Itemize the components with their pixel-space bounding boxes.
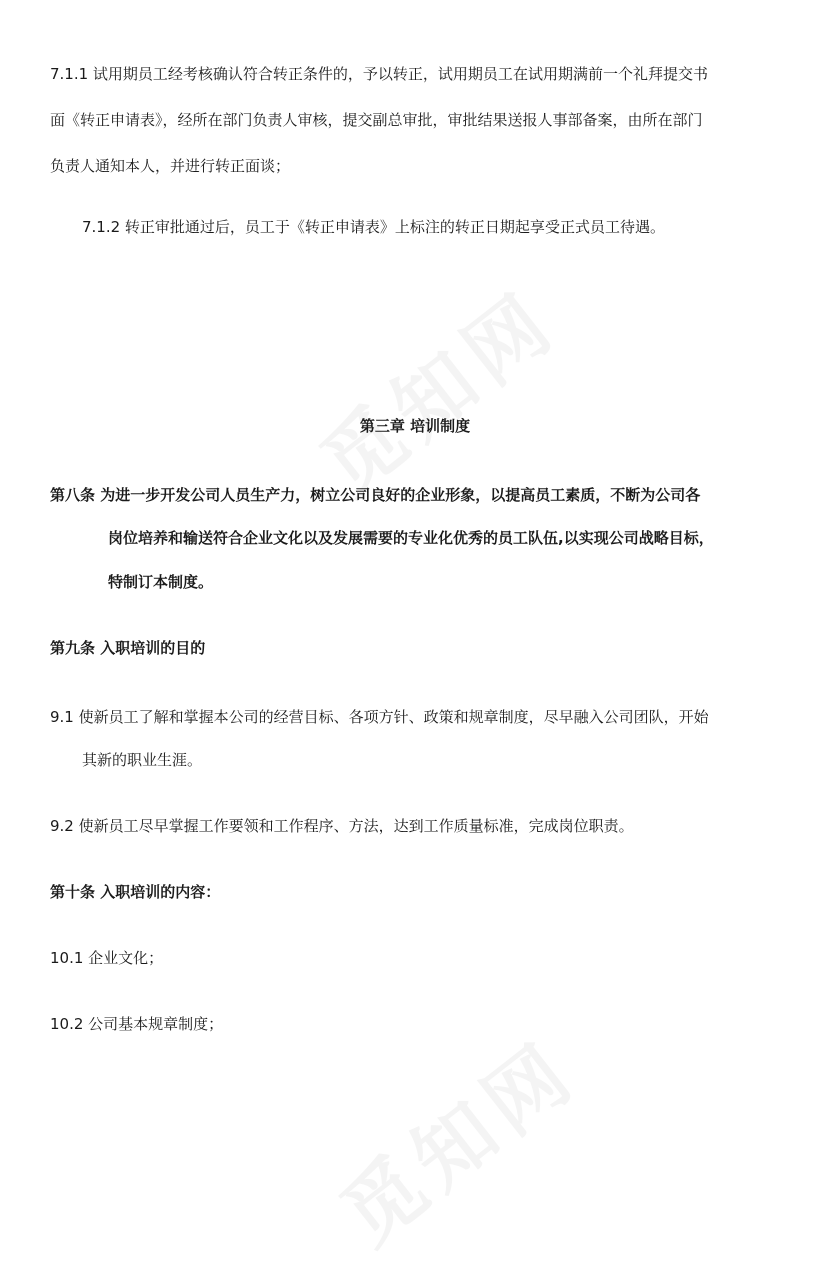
item-9-2: 9.2 使新员工尽早掌握工作要领和工作程序、方法，达到工作质量标准，完成岗位职责。 — [50, 817, 634, 835]
article-8-line-1: 第八条 为进一步开发公司人员生产力，树立公司良好的企业形象，以提高员工素质，不断为公司各 — [50, 486, 701, 504]
paragraph-7-1-1-line-2: 面《转正申请表》，经所在部门负责人审核，提交副总审批，审批结果送报人事部备案，由所在部门 — [50, 111, 703, 129]
item-10-1: 10.1 企业文化； — [50, 949, 164, 967]
article-8-line-3: 特制订本制度。 — [108, 573, 214, 591]
watermark — [293, 259, 577, 516]
article-9-title: 第九条 入职培训的目的 — [50, 639, 206, 657]
article-10-title: 第十条 入职培训的内容： — [50, 883, 221, 901]
article-8-line-2: 岗位培养和输送符合企业文化以及发展需要的专业化优秀的员工队伍,以实现公司战略目标， — [108, 529, 714, 547]
item-9-1-line-2: 其新的职业生涯。 — [82, 751, 203, 769]
item-9-1-line-1: 9.1 使新员工了解和掌握本公司的经营目标、各项方针、政策和规章制度，尽早融入公司团队，开始 — [50, 708, 709, 726]
paragraph-7-1-1-line-3: 负责人通知本人，并进行转正面谈； — [50, 157, 291, 175]
watermark — [313, 1009, 597, 1266]
item-10-2: 10.2 公司基本规章制度； — [50, 1015, 224, 1033]
paragraph-7-1-1-line-1: 7.1.1 试用期员工经考核确认符合转正条件的，予以转正，试用期员工在试用期满前一个礼拜提交书 — [50, 65, 708, 83]
paragraph-7-1-2: 7.1.2 转正审批通过后，员工于《转正申请表》上标注的转正日期起享受正式员工待遇。 — [82, 218, 665, 236]
chapter-title: 第三章 培训制度 — [359, 417, 471, 435]
